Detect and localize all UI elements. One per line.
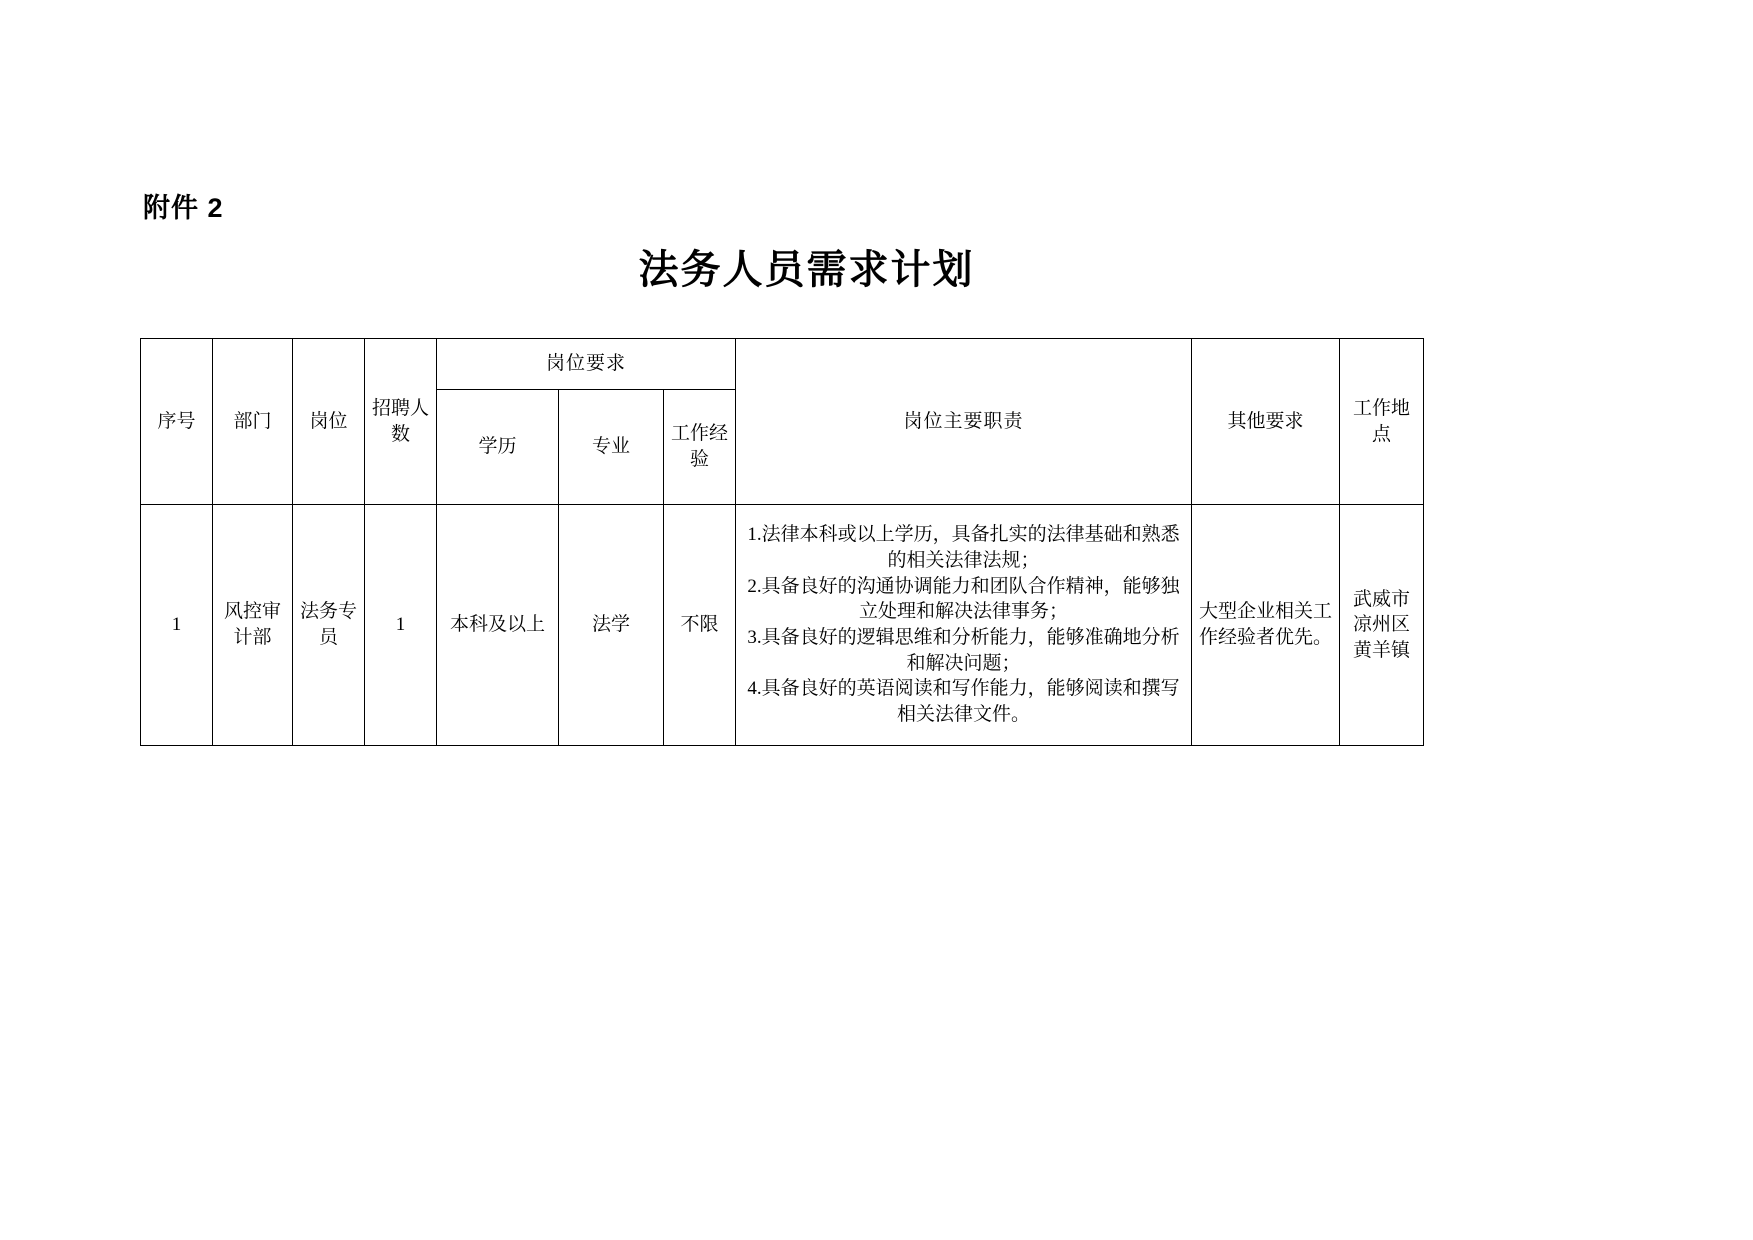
attachment-label: 附件 2 xyxy=(143,193,224,223)
duty-item-2: 2.具备良好的沟通协调能力和团队合作精神，能够独立处理和解决法律事务； xyxy=(747,575,1180,623)
cell-no: 1 xyxy=(141,505,213,746)
duty-item-4: 4.具备良好的英语阅读和写作能力，能够阅读和撰写相关法律文件。 xyxy=(747,678,1180,725)
header-department: 部门 xyxy=(213,339,293,505)
header-duties: 岗位主要职责 xyxy=(736,339,1192,505)
header-post: 岗位 xyxy=(293,339,365,505)
requirements-table xyxy=(140,338,1424,746)
header-no: 序号 xyxy=(141,339,213,505)
header-requirements-group: 岗位要求 xyxy=(437,339,736,390)
page-title: 法务人员需求计划 xyxy=(638,247,975,292)
table-header-row-1 xyxy=(141,339,1424,390)
header-experience: 工作经验 xyxy=(664,390,736,505)
header-education: 学历 xyxy=(437,390,559,505)
cell-location: 武威市凉州区黄羊镇 xyxy=(1340,505,1424,746)
cell-education: 本科及以上 xyxy=(437,505,559,746)
cell-experience: 不限 xyxy=(664,505,736,746)
header-location: 工作地点 xyxy=(1340,339,1424,505)
table-row xyxy=(141,505,1424,746)
header-other: 其他要求 xyxy=(1192,339,1340,505)
duty-item-3: 3.具备良好的逻辑思维和分析能力，能够准确地分析和解决问题； xyxy=(747,627,1180,674)
cell-post: 法务专员 xyxy=(293,505,365,746)
header-major: 专业 xyxy=(559,390,664,505)
cell-department: 风控审计部 xyxy=(213,505,293,746)
cell-duties xyxy=(736,505,1192,746)
cell-other: 大型企业相关工作经验者优先。 xyxy=(1192,505,1340,746)
duty-item-1: 1.法律本科或以上学历，具备扎实的法律基础和熟悉的相关法律法规； xyxy=(747,524,1180,572)
cell-major: 法学 xyxy=(559,505,664,746)
cell-recruit-count: 1 xyxy=(365,505,437,746)
header-recruit-count: 招聘人数 xyxy=(365,339,437,505)
